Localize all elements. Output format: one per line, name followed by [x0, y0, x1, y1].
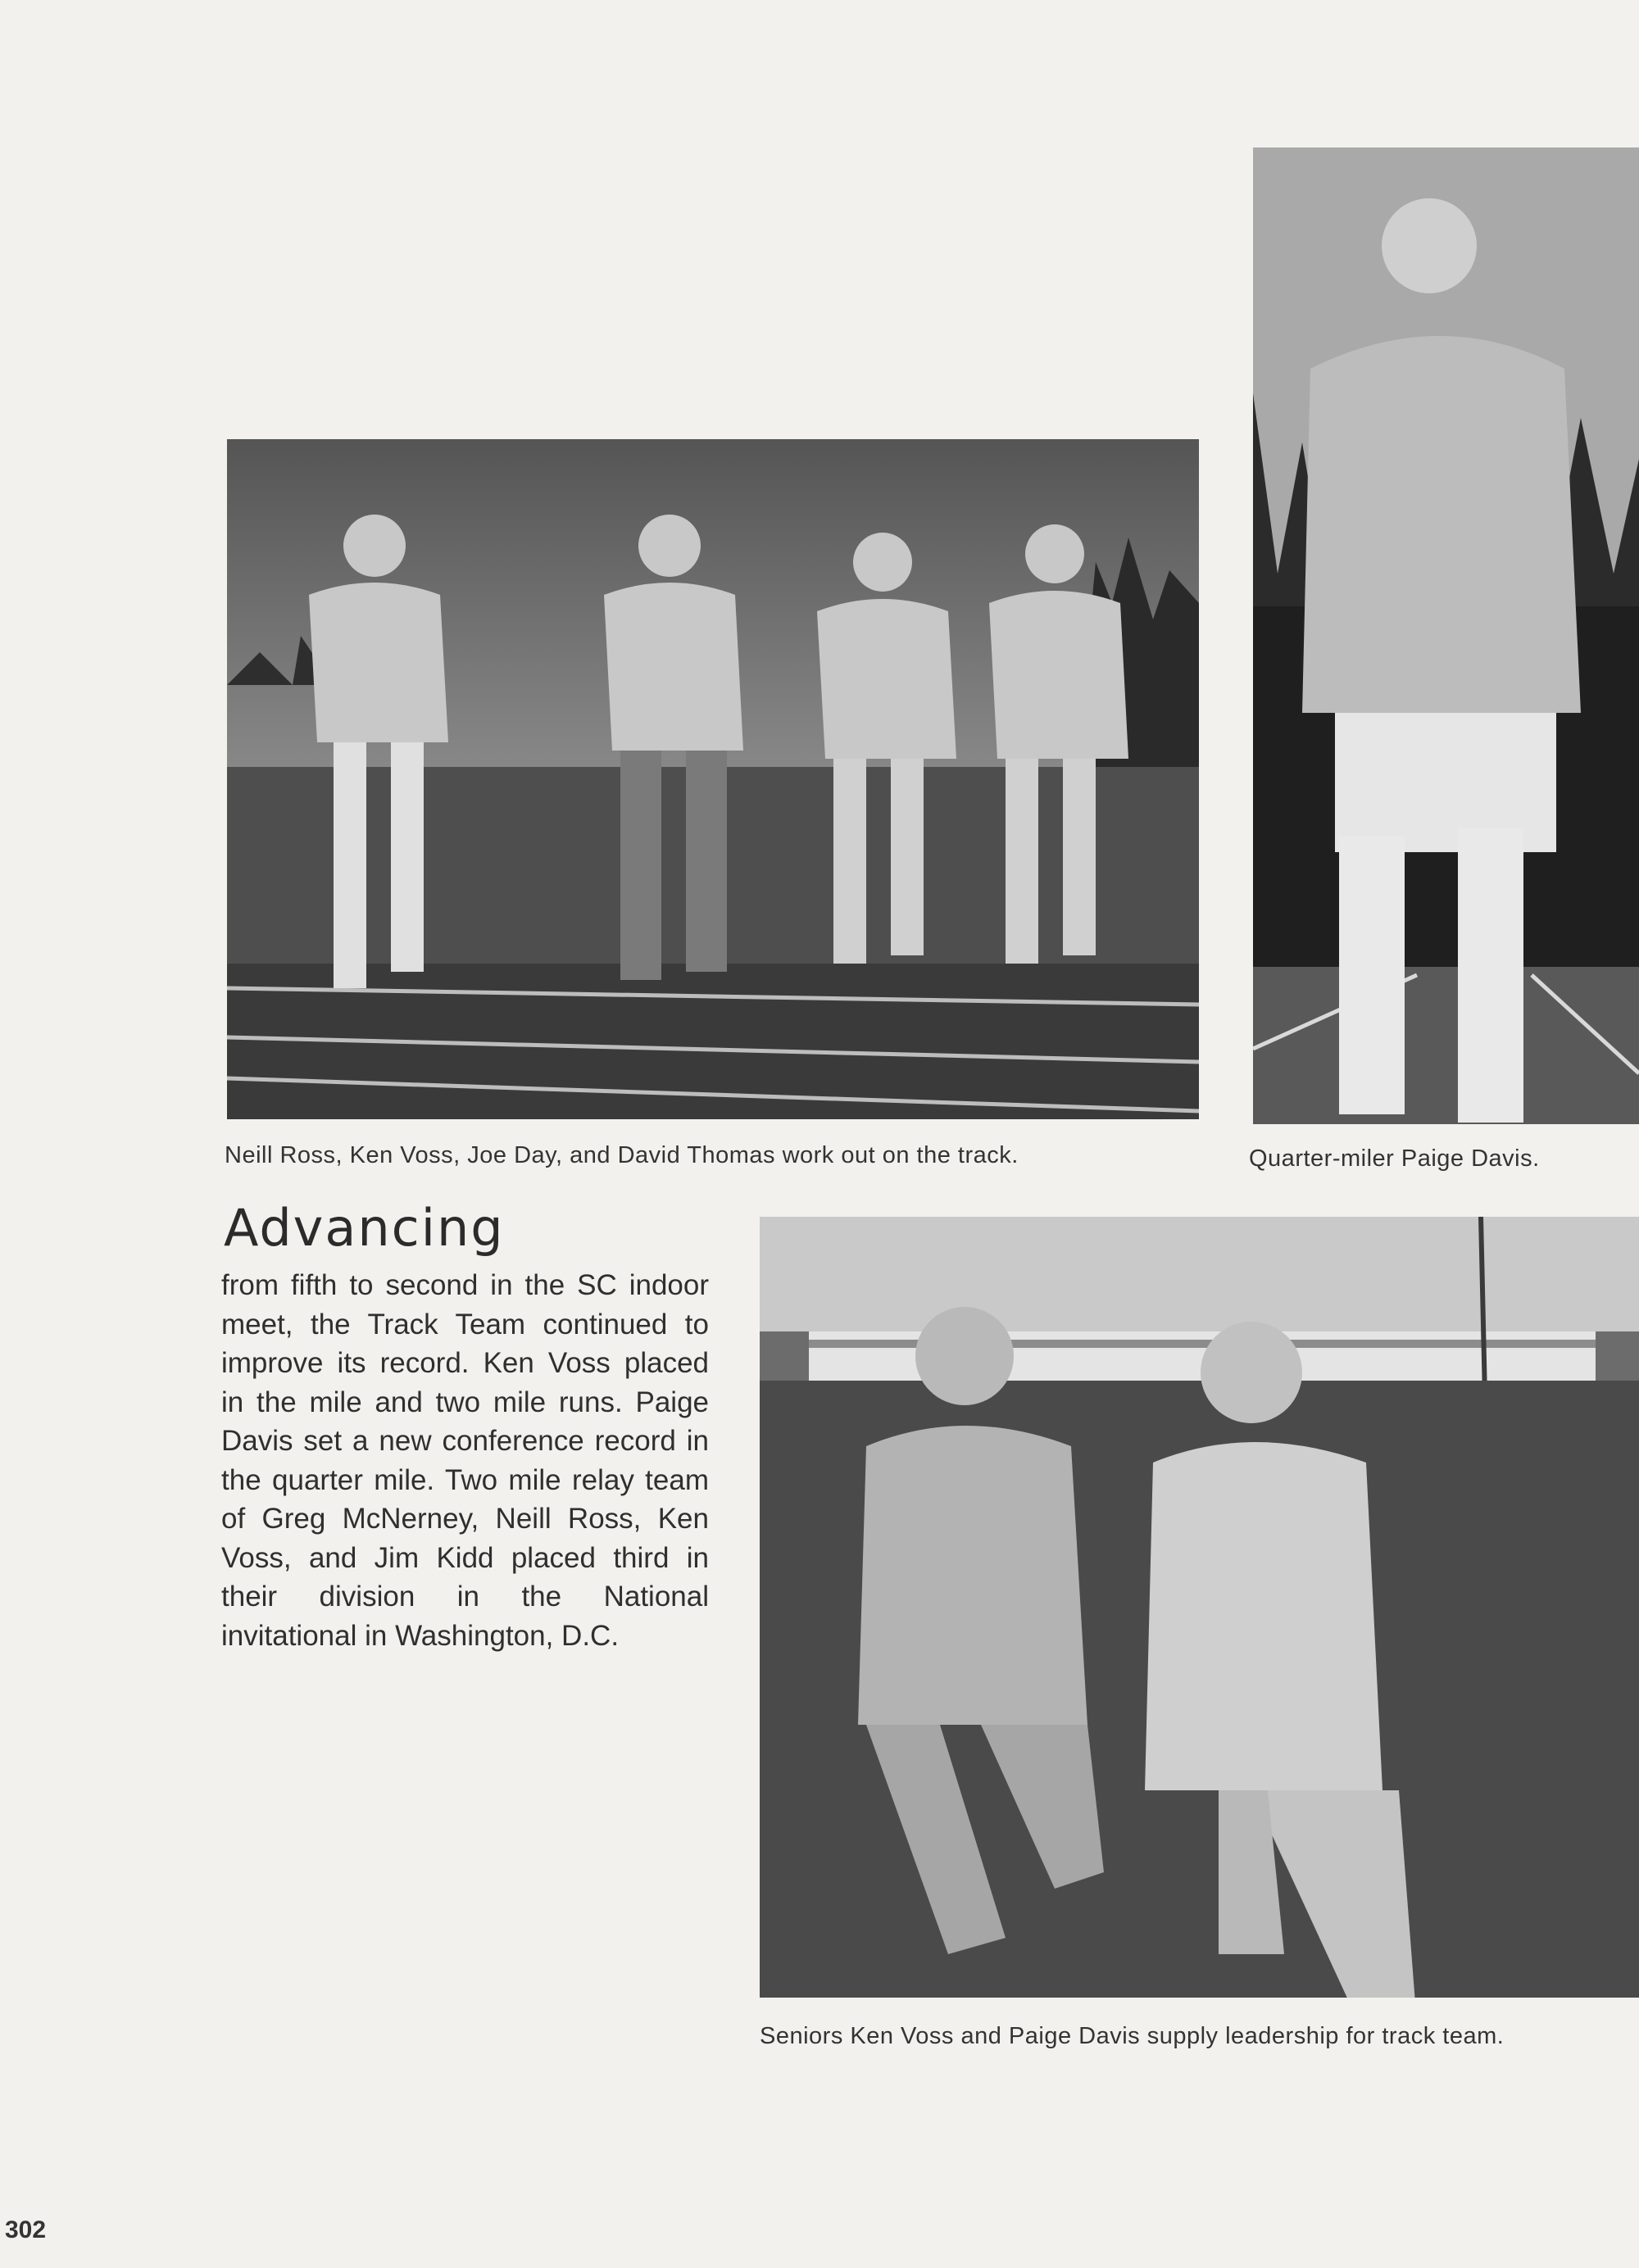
article-body: from fifth to second in the SC indoor meet, the Track Team continued to improve its record. Ken Voss placed in the mile and two mile runs. Paige Davis set a new conference record in the quarter mile. Two mile relay team of Greg McNerney, Neill Ross, Ken Voss, and Jim Kidd placed third in their division in the National invitational in Washington, D.C.: [221, 1269, 709, 1652]
article-headline: Advancing: [224, 1198, 505, 1258]
page-number: 302: [5, 2216, 47, 2243]
seniors-photo: [760, 1217, 1639, 1998]
quarter-miler-photo: [1253, 147, 1639, 1124]
runners-caption: Neill Ross, Ken Voss, Joe Day, and David Thomas work out on the track.: [225, 1142, 1019, 1168]
runners-photo: [227, 439, 1199, 1119]
seniors-caption: Seniors Ken Voss and Paige Davis supply leadership for track team.: [760, 2023, 1505, 2049]
quarter-miler-caption: Quarter-miler Paige Davis.: [1249, 1145, 1540, 1172]
